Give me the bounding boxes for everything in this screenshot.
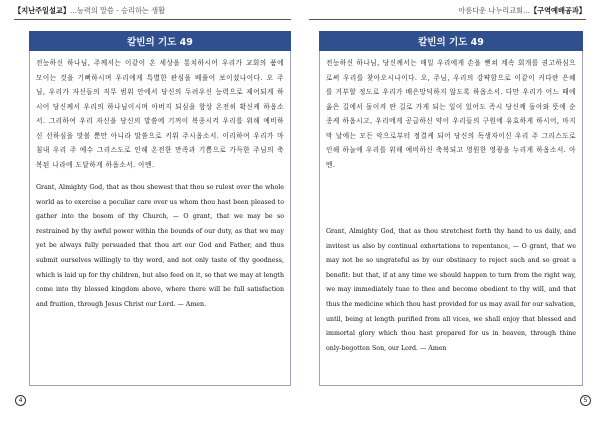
left-page-number: 4 [15, 395, 26, 406]
right-header-rule [309, 19, 586, 20]
left-korean-prayer: 전능하신 하나님, 주께서는 이같이 온 세상을 통치하시어 우리가 교회의 품에 모이는 것을 기뻐하시며 우리에게 특별한 관심을 베풀어 보이셨나이다. 오 주님, 우리가 자신들의 직무 범위 안에서 당신의 두려우신 능력으로 제어되게 하시어 당신께서 우리의 하나님이시며 아버지 되심을 항상 온전히 확신케 하옵소서. 그리하여 우리 자신을 당신의 말씀에 기꺼이 복종시켜 우리를 위해 예비하신 선하심을 맛볼 뿐만 아니라 말씀으로 키워 주시옵소서. 이리하여 우리가 마침내 우리 주 예수 그리스도로 인해 온전한 만족과 기쁨으로 가득한 주님의 축복된 나라에 도달하게 하옵소서. 아멘. [36, 59, 284, 169]
left-header-tag: 【지난주일설교】 [14, 6, 71, 15]
right-page [300, 0, 600, 424]
right-prayer-title: 칼빈의 기도 49 [319, 31, 583, 51]
right-prayer-frame [319, 51, 583, 386]
left-prayer-title: 칼빈의 기도 49 [29, 31, 291, 51]
left-header-rule [14, 19, 291, 20]
right-header-tag: 【구역예배공과】 [529, 6, 586, 15]
left-prayer-frame [29, 51, 291, 386]
right-page-number: 5 [580, 395, 591, 406]
left-english-prayer: Grant, Almighty God, that as thou shewest that thou so rulest over the whole world as to exercise a peculiar care over us whom thou hast been pleased to gather into the bosom of thy Church, — O grant, that we may be so restrained by thy awful power within the bounds of our duty, as that we may yet be always fully persuaded that thou art our God and Father, and thus submit ourselves willingly to thy word, and not only taste of thy goodness, which is laid up for thy children, but also feed on it, so that we may at length come into thy blessed kingdom above, where there will be full satisfaction and fruition, through Jesus Christ our Lord. — Amen. [36, 184, 284, 308]
right-english-prayer: Grant, Almighty God, that as thou stretchest forth thy hand to us daily, and invitest us also by continual exhortations to repentance, — O grant, that we may not be so ungrateful as by our obstinacy to reject such and so great a benefit: but that, if at any time we should happen to turn from the right way, we may immediately tuae to thee and become obedient to thy will, and that thus the medicine which thou hast provided for us may avail for our salvation, until, being at length purified from all vices, we shall enjoy that blessed and immortal glory which thou hast prepared for us in heaven, through thine only-begotten Son, our Lord. — Amen [326, 228, 576, 352]
right-korean-prayer: 전능하신 하나님, 당신께서는 매일 우리에게 손을 뻗쳐 계속 회개를 권고하심으로써 우리를 찾아오시나이다. 오, 주님, 우리의 강퍅함으로 이같이 커다란 은혜를 거부할 정도로 우리가 배은망덕하지 않도록 하옵소서. 다만 우리가 어느 때에 옳은 길에서 돌이켜 딴 길로 가게 되는 일이 있어도 즉시 당신께 돌아와 뜻에 순종케 하옵시고, 우리에게 공급하신 약이 우리들의 구원에 유효하게 하시어, 마지막 날에는 모든 악으로부터 정결케 되어 당신의 독생자이신 우리 주 그리스도로 인해 하늘에 우리를 위해 예비하신 축복되고 영원한 영광을 누리게 하옵소서. 아멘. [326, 59, 576, 169]
right-page-header [458, 4, 586, 18]
left-header-subtitle: ...능력의 말씀 - 승리하는 생활 [70, 6, 166, 15]
right-header-subtitle: 아름다운 나누리교회... [458, 6, 530, 15]
left-page-header [14, 4, 165, 18]
